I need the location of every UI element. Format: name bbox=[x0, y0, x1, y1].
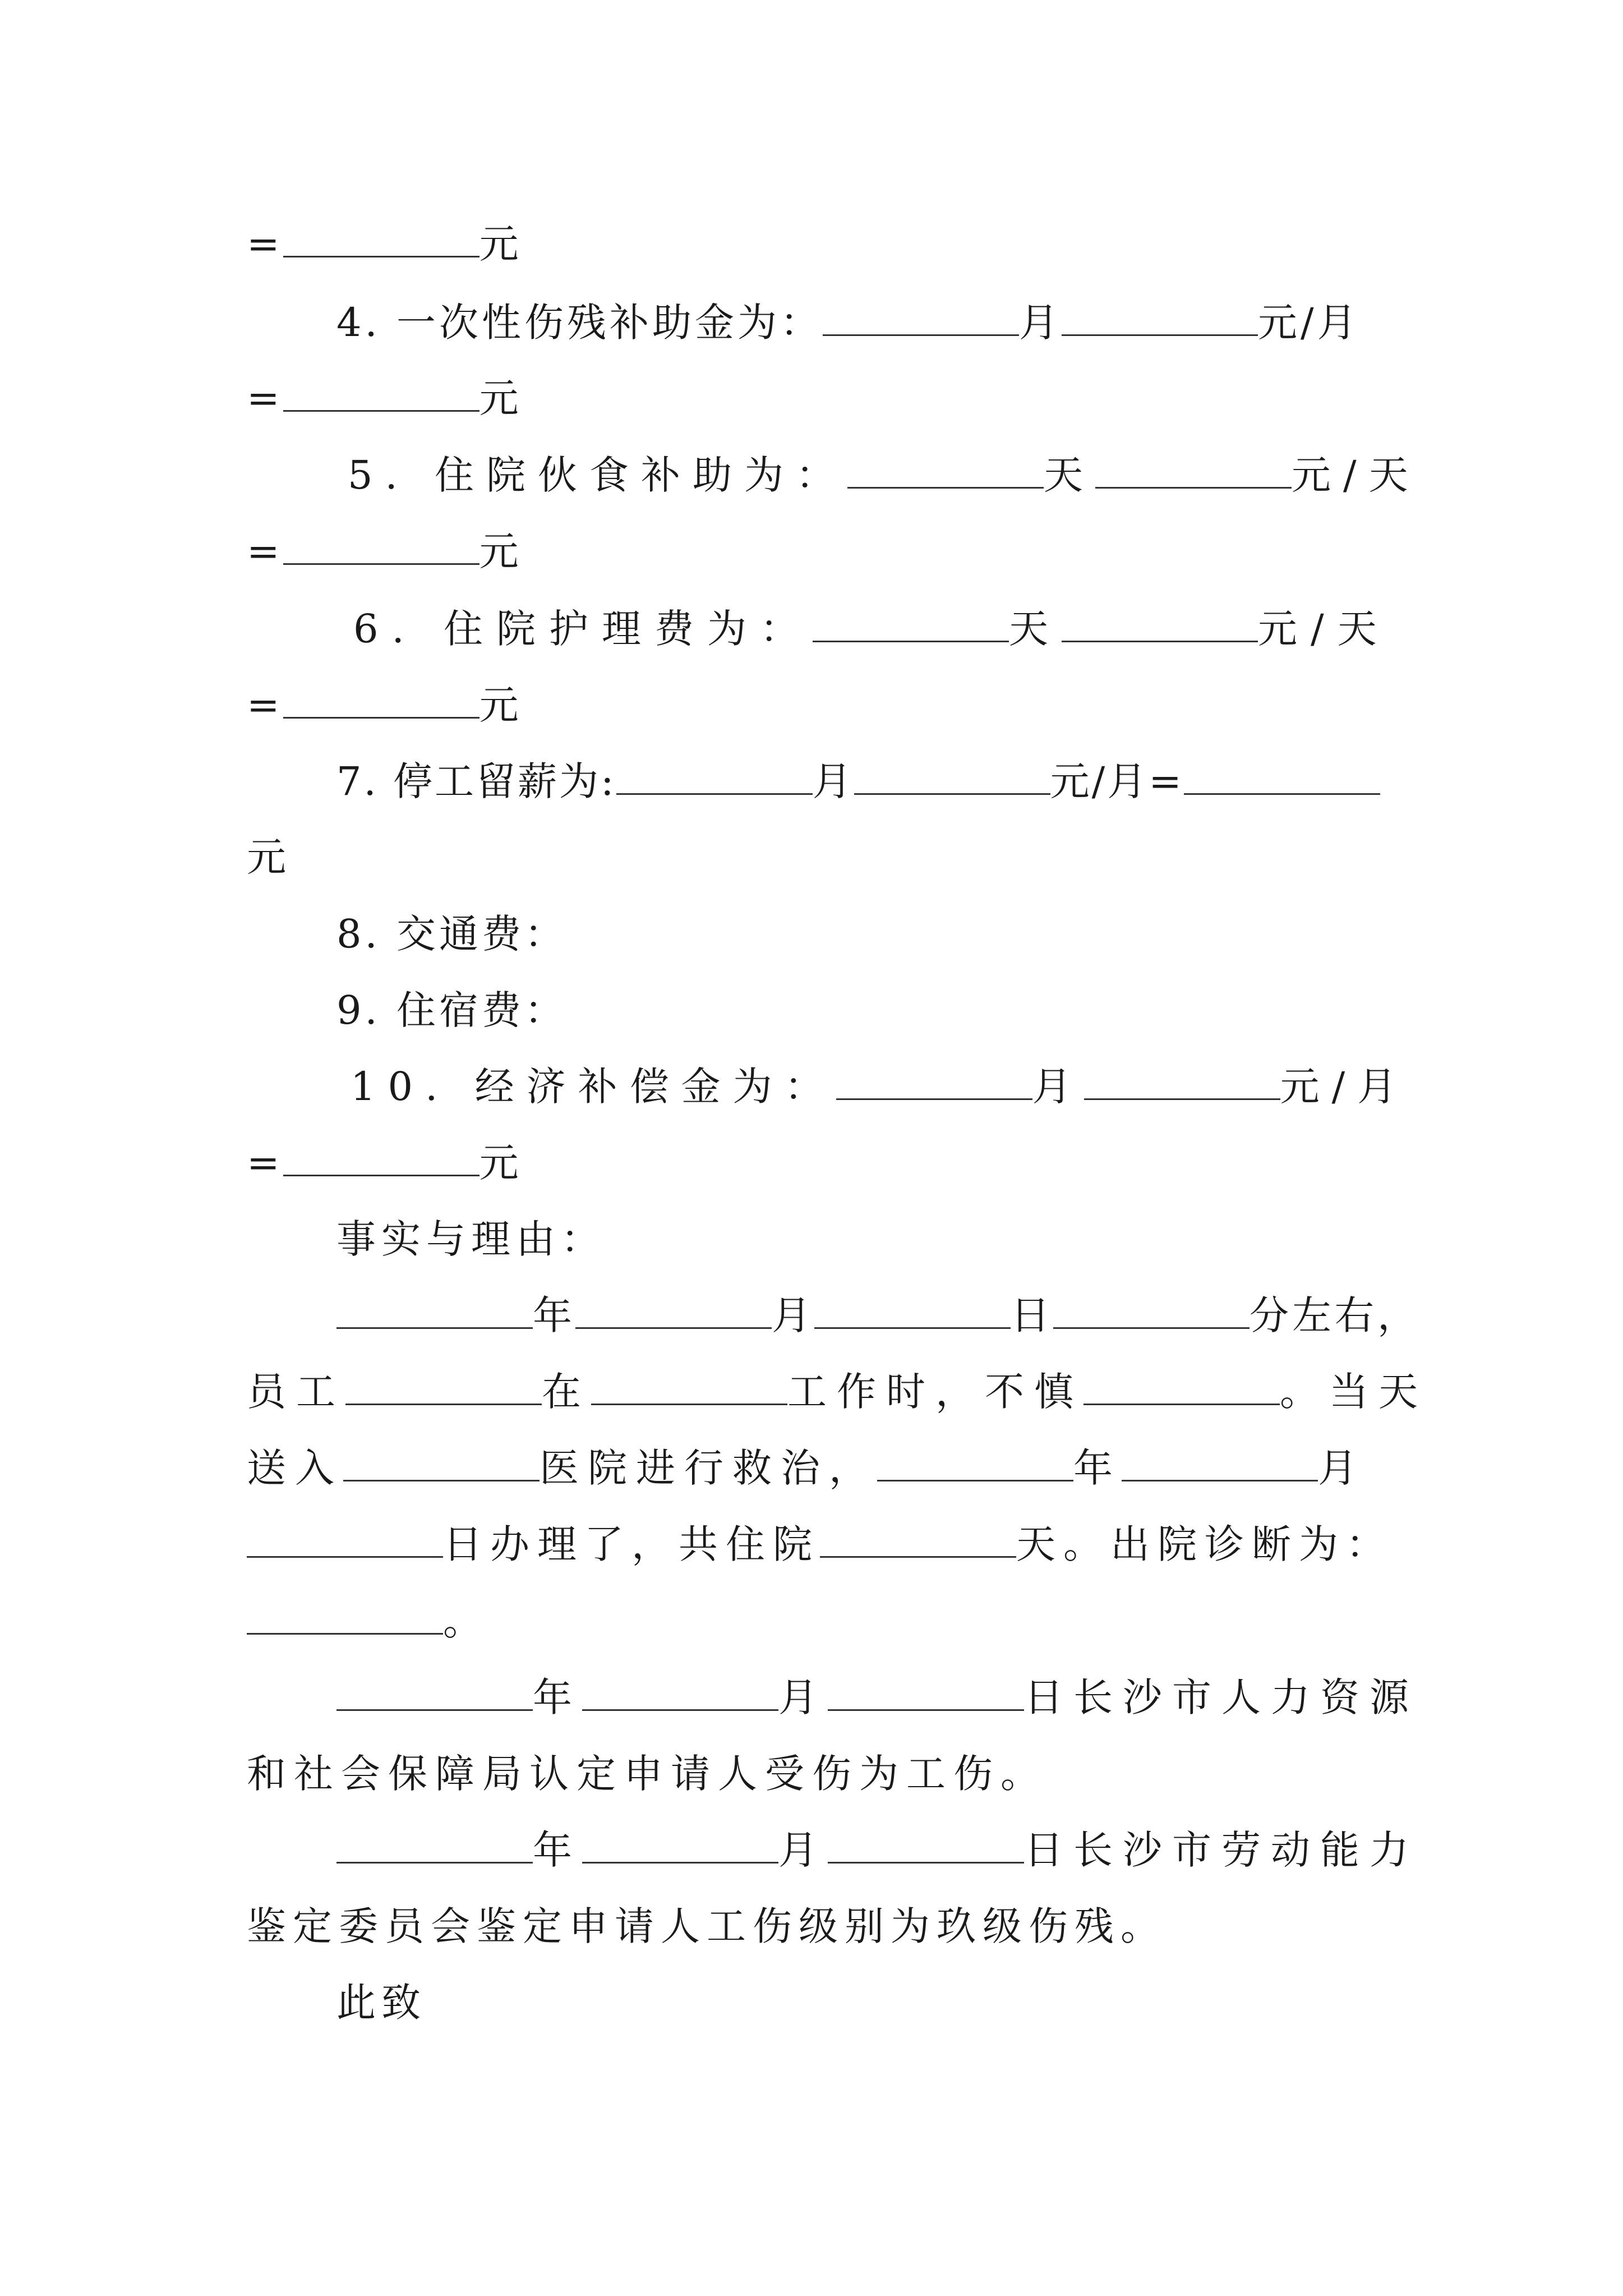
fill-blank[interactable] bbox=[877, 1448, 1073, 1481]
fill-blank[interactable] bbox=[836, 1067, 1032, 1100]
text-line-l10 bbox=[336, 911, 568, 957]
line-text: = bbox=[247, 1140, 283, 1186]
line-text: = bbox=[247, 221, 283, 267]
line-text: 元 bbox=[479, 1140, 522, 1186]
line-text: 元/天 bbox=[1258, 606, 1390, 652]
line-text: 月 bbox=[1019, 300, 1062, 346]
fill-blank[interactable] bbox=[616, 762, 813, 795]
line-text: 医院进行救治， bbox=[540, 1445, 877, 1491]
fill-blank[interactable] bbox=[828, 1678, 1024, 1711]
line-text: 月 bbox=[1032, 1064, 1084, 1110]
line-text: 分左右， bbox=[1249, 1292, 1420, 1338]
line-text: 此致 bbox=[336, 1980, 426, 2026]
text-line-l6 bbox=[353, 606, 1390, 652]
line-text: 6. 住院护理费为： bbox=[353, 606, 813, 652]
line-text: 元 bbox=[479, 221, 522, 267]
line-text: 在 bbox=[542, 1369, 591, 1415]
line-text: 天 bbox=[1044, 452, 1096, 498]
line-text: 员工 bbox=[247, 1369, 345, 1415]
line-text: 天。出院诊断为： bbox=[1016, 1521, 1393, 1567]
fill-blank[interactable] bbox=[343, 1448, 540, 1481]
line-text: 月 bbox=[772, 1292, 814, 1338]
line-text: = bbox=[247, 528, 283, 574]
fill-blank[interactable] bbox=[247, 1602, 443, 1635]
line-text: 。 bbox=[443, 1598, 486, 1644]
fill-blank[interactable] bbox=[336, 1830, 533, 1864]
text-line-l14 bbox=[336, 1216, 606, 1262]
line-text: 送入 bbox=[247, 1445, 343, 1491]
text-line-l3 bbox=[247, 375, 522, 421]
line-text: 元 bbox=[479, 528, 522, 574]
fill-blank[interactable] bbox=[1062, 609, 1258, 642]
text-line-l15 bbox=[336, 1292, 1420, 1338]
line-text: = bbox=[247, 375, 283, 421]
text-line-l11 bbox=[336, 987, 568, 1033]
fill-blank[interactable] bbox=[283, 685, 479, 719]
line-text: 工作时，不慎 bbox=[787, 1369, 1083, 1415]
fill-blank[interactable] bbox=[336, 1296, 533, 1329]
line-text: 元/月= bbox=[1050, 758, 1184, 804]
line-text: 月 bbox=[778, 1827, 828, 1873]
line-text: 和社会保障局认定申请人受伤为工伤。 bbox=[247, 1751, 1048, 1797]
text-line-l12 bbox=[351, 1064, 1409, 1110]
line-text: 月 bbox=[778, 1674, 828, 1720]
text-line-l13 bbox=[247, 1140, 522, 1186]
text-line-l24 bbox=[336, 1980, 426, 2026]
line-text: 10. 经济补偿金为： bbox=[351, 1064, 836, 1110]
fill-blank[interactable] bbox=[1122, 1448, 1318, 1481]
line-text: 元/天 bbox=[1292, 452, 1421, 498]
line-text: 日长沙市劳动能力 bbox=[1024, 1827, 1419, 1873]
line-text: = bbox=[247, 682, 283, 728]
line-text: 年 bbox=[1073, 1445, 1122, 1491]
fill-blank[interactable] bbox=[1053, 1296, 1249, 1329]
text-line-l4 bbox=[348, 452, 1421, 498]
fill-blank[interactable] bbox=[1062, 303, 1258, 336]
line-text: 8. 交通费： bbox=[336, 911, 568, 957]
fill-blank[interactable] bbox=[820, 1525, 1016, 1558]
fill-blank[interactable] bbox=[582, 1678, 778, 1711]
line-text: 年 bbox=[533, 1674, 582, 1720]
fill-blank[interactable] bbox=[1095, 455, 1292, 489]
text-line-l16 bbox=[247, 1369, 1428, 1415]
line-text: 元/月 bbox=[1280, 1064, 1409, 1110]
fill-blank[interactable] bbox=[847, 455, 1044, 489]
text-line-l17 bbox=[247, 1445, 1366, 1491]
line-text: 元/月 bbox=[1258, 300, 1360, 346]
fill-blank[interactable] bbox=[813, 609, 1009, 642]
text-line-l1 bbox=[247, 221, 522, 267]
fill-blank[interactable] bbox=[1084, 1067, 1280, 1100]
line-text: 年 bbox=[533, 1292, 575, 1338]
line-text: 7. 停工留薪为: bbox=[336, 758, 616, 804]
text-line-l18 bbox=[247, 1521, 1393, 1567]
text-line-l23 bbox=[247, 1903, 1166, 1949]
fill-blank[interactable] bbox=[591, 1372, 787, 1405]
text-line-l8 bbox=[336, 758, 1380, 804]
line-text: 月 bbox=[812, 758, 854, 804]
line-text: 9. 住宿费： bbox=[336, 987, 568, 1033]
fill-blank[interactable] bbox=[283, 532, 479, 565]
fill-blank[interactable] bbox=[247, 1525, 443, 1558]
fill-blank[interactable] bbox=[575, 1296, 772, 1329]
line-text: 元 bbox=[479, 682, 522, 728]
fill-blank[interactable] bbox=[823, 303, 1019, 336]
text-line-l20 bbox=[336, 1674, 1419, 1720]
line-text: 事实与理由： bbox=[336, 1216, 606, 1262]
line-text: 。当天 bbox=[1280, 1369, 1428, 1415]
line-text: 日长沙市人力资源 bbox=[1024, 1674, 1419, 1720]
line-text: 天 bbox=[1009, 606, 1062, 652]
fill-blank[interactable] bbox=[283, 224, 479, 257]
line-text: 鉴定委员会鉴定申请人工伤级别为玖级伤残。 bbox=[247, 1903, 1166, 1949]
line-text: 5. 住院伙食补助为： bbox=[348, 452, 848, 498]
text-line-l19 bbox=[247, 1598, 486, 1644]
text-line-l9 bbox=[247, 834, 289, 880]
fill-blank[interactable] bbox=[582, 1830, 778, 1864]
fill-blank[interactable] bbox=[854, 762, 1050, 795]
line-text: 日办理了，共住院 bbox=[443, 1521, 820, 1567]
text-line-l21 bbox=[247, 1751, 1048, 1797]
text-line-l2 bbox=[336, 300, 1360, 346]
fill-blank[interactable] bbox=[1083, 1372, 1280, 1405]
line-text: 年 bbox=[533, 1827, 582, 1873]
fill-blank[interactable] bbox=[814, 1296, 1011, 1329]
line-text: 4. 一次性伤残补助金为： bbox=[336, 300, 823, 346]
line-text: 月 bbox=[1318, 1445, 1366, 1491]
text-line-l5 bbox=[247, 528, 522, 574]
fill-blank[interactable] bbox=[828, 1830, 1024, 1864]
line-text: 元 bbox=[479, 375, 522, 421]
fill-blank[interactable] bbox=[345, 1372, 542, 1405]
fill-blank[interactable] bbox=[283, 1143, 479, 1176]
fill-blank[interactable] bbox=[336, 1678, 533, 1711]
text-line-l7 bbox=[247, 682, 522, 728]
fill-blank[interactable] bbox=[283, 379, 479, 412]
fill-blank[interactable] bbox=[1184, 762, 1380, 795]
line-text: 元 bbox=[247, 834, 289, 880]
line-text: 日 bbox=[1011, 1292, 1053, 1338]
text-line-l22 bbox=[336, 1827, 1419, 1873]
